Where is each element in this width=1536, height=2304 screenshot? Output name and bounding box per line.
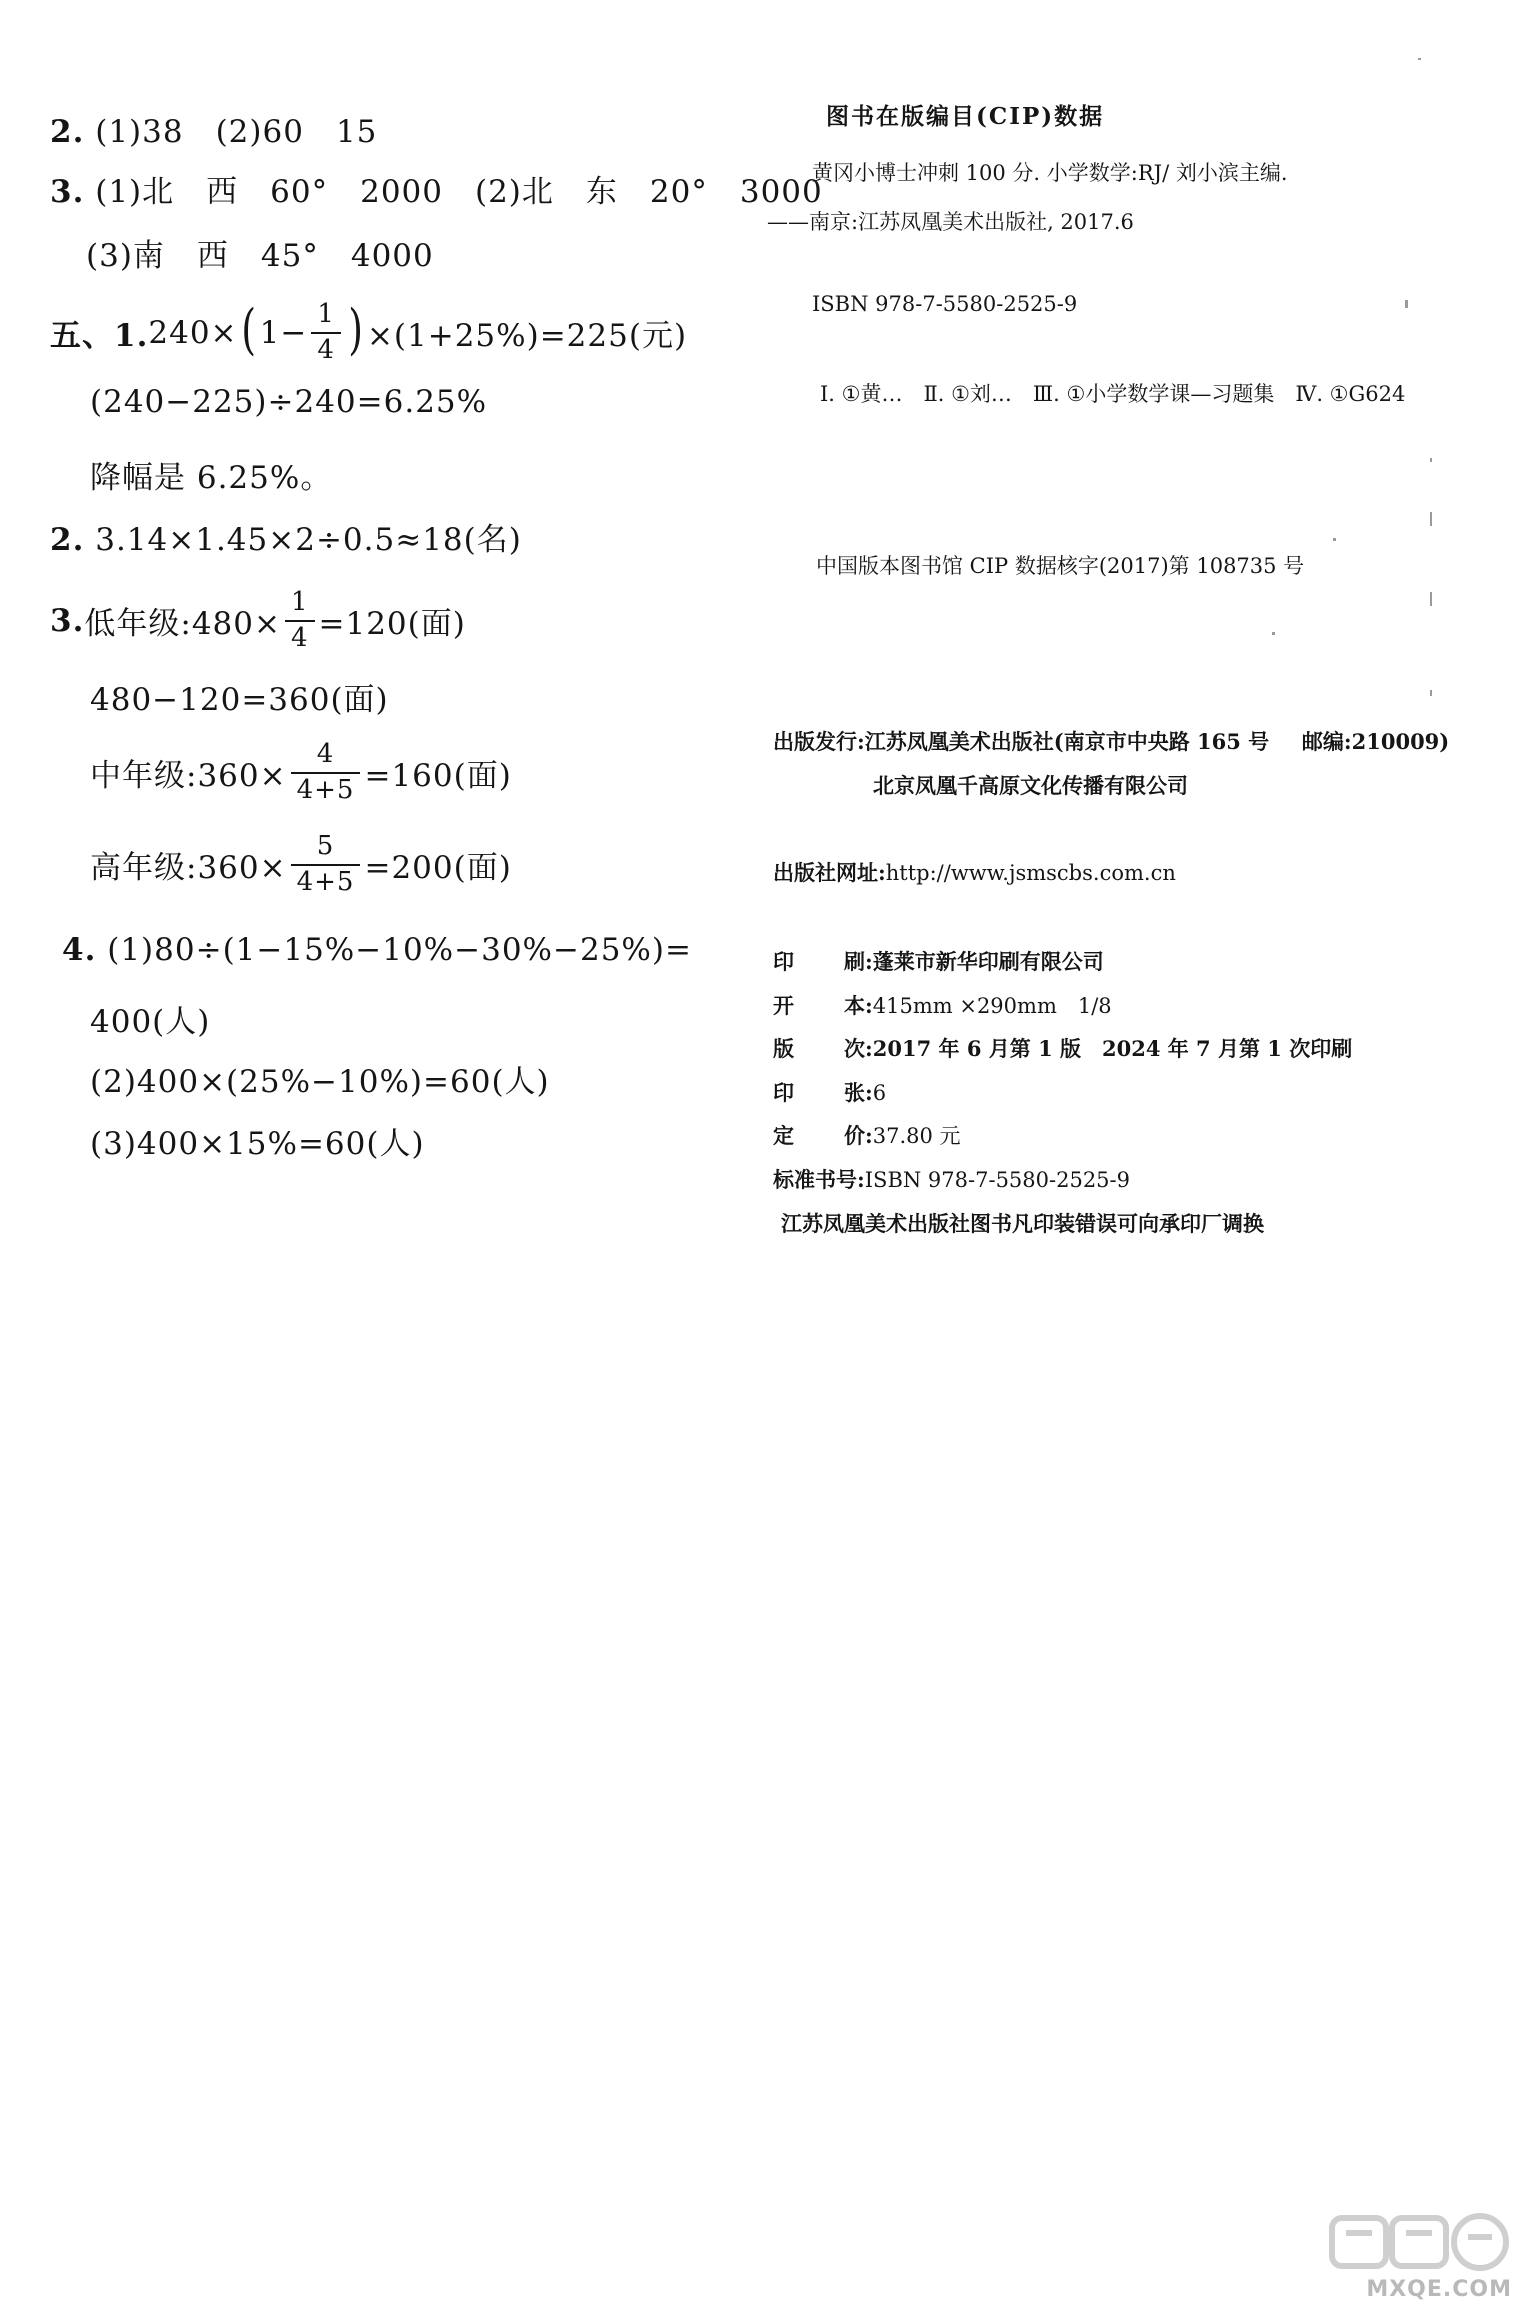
answer-q3-line2: (3)南 西 45° 4000 (86, 238, 434, 274)
expr-part-a: 高年级:360× (90, 850, 287, 887)
imprint-publisher (773, 726, 1449, 756)
answer-s5-q4-line2: 400(人) (90, 1004, 211, 1040)
colon: : (865, 1080, 873, 1105)
scan-speck (1333, 538, 1336, 541)
answer-s5-q1-line2: (240−225)÷240=6.25% (90, 384, 488, 420)
fraction-denominator: 4 (285, 620, 315, 654)
expr-part-a: 中年级:360× (90, 758, 287, 795)
fraction (311, 300, 341, 366)
answer-s5-q3-line3 (90, 740, 512, 806)
answer-q2 (50, 106, 377, 151)
imprint-row-value: 6 (872, 1081, 887, 1105)
fraction (291, 740, 361, 806)
fraction-numerator: 5 (316, 831, 335, 861)
colon: : (865, 1036, 873, 1061)
std-value: ISBN 978-7-5580-2525-9 (864, 1168, 1131, 1192)
postcode-label: 邮编: (1301, 729, 1352, 754)
website-value: http://www.jsmscbs.com.cn (885, 861, 1176, 885)
answer-s5-q3-line1 (50, 588, 466, 654)
answer-text: (1)北 西 60° 2000 (2)北 东 20° 3000 (95, 174, 823, 210)
publisher-value: 江苏凤凰美术出版社(南京市中央路 165 号 (864, 729, 1270, 754)
imprint-row (773, 990, 1112, 1020)
imprint-row (773, 1077, 886, 1107)
std-label: 标准书号: (773, 1167, 865, 1192)
cip-isbn: ISBN 978-7-5580-2525-9 (812, 292, 1078, 316)
imprint-website (773, 857, 1176, 887)
website-label: 出版社网址: (773, 860, 886, 885)
fraction-denominator: 4 (311, 332, 341, 366)
question-number: 4. (62, 932, 97, 968)
fraction-numerator: 1 (317, 299, 335, 329)
fraction (291, 832, 361, 898)
question-number: 2. (50, 114, 85, 150)
answer-s5-q2 (50, 514, 522, 559)
imprint-row-value: 2017 年 6 月第 1 版 2024 年 7 月第 1 次印刷 (872, 1036, 1353, 1061)
colon: : (865, 1123, 873, 1148)
imprint-standard-number (773, 1164, 1130, 1194)
watermark-text: MXQE.COM (1366, 2277, 1512, 2302)
imprint-row-label: 版次 (773, 1036, 865, 1061)
answer-s5-q3-line4 (90, 832, 512, 898)
cip-line1: 黄冈小博士冲刺 100 分. 小学数学:RJ/ 刘小滨主编. (812, 161, 1288, 185)
imprint-row-label: 开本 (773, 993, 865, 1018)
scan-speck (1405, 300, 1408, 308)
scan-speck (1430, 512, 1432, 526)
fraction (285, 588, 315, 654)
scan-speck (1430, 592, 1432, 606)
question-number: 3. (50, 602, 85, 639)
fraction-numerator: 4 (316, 739, 335, 769)
expr-part-a: 低年级:480× (84, 606, 281, 643)
expr-part-a: 240× (148, 314, 238, 351)
expr-part-b: =160(面) (364, 758, 512, 795)
imprint-row-label: 印刷 (773, 949, 865, 974)
expr-part-c: ×(1+25%)=225(元) (366, 318, 688, 355)
question-number: 2. (50, 522, 85, 558)
answer-text: 3.14×1.45×2÷0.5≈18(名) (95, 522, 522, 558)
imprint-row (773, 946, 1104, 976)
imprint-row-value: 415mm ×290mm 1/8 (872, 994, 1112, 1018)
answer-s5-q4-line3: (2)400×(25%−10%)=60(人) (90, 1064, 550, 1100)
answer-text: (1)38 (2)60 15 (95, 114, 378, 150)
colon: : (865, 949, 873, 974)
cip-classification: Ⅰ. ①黄… Ⅱ. ①刘… Ⅲ. ①小学数学课—习题集 Ⅳ. ①G624 (820, 382, 1406, 406)
section-question-number: 五、1. (50, 318, 149, 355)
imprint-row-value: 蓬莱市新华印刷有限公司 (872, 949, 1104, 974)
imprint-row (773, 1120, 961, 1150)
imprint-row-label: 印张 (773, 1080, 865, 1105)
left-parenthesis: ( (240, 297, 257, 361)
imprint-row-label: 定价 (773, 1123, 865, 1148)
imprint-distributor: 北京凤凰千高原文化传播有限公司 (873, 773, 1188, 798)
answer-s5-q3-line2: 480−120=360(面) (90, 682, 389, 718)
publisher-label: 出版发行: (773, 729, 865, 754)
cip-title: 图书在版编目(CIP)数据 (826, 103, 1105, 130)
answer-s5-q4-line1 (62, 932, 692, 968)
fraction-numerator: 1 (290, 587, 309, 617)
scan-speck (1418, 58, 1421, 60)
answer-text: (1)80÷(1−15%−10%−30%−25%)= (107, 932, 692, 968)
answer-s5-q1-line1 (50, 297, 688, 366)
right-parenthesis: ) (348, 297, 364, 361)
answer-s5-q4-line4: (3)400×15%=60(人) (90, 1126, 425, 1162)
expr-part-b: =200(面) (364, 850, 512, 887)
fraction-denominator: 4+5 (291, 864, 361, 898)
cip-line2: ——南京:江苏凤凰美术出版社, 2017.6 (767, 210, 1134, 234)
imprint-notice: 江苏凤凰美术出版社图书凡印装错误可向承印厂调换 (781, 1211, 1264, 1236)
imprint-row-value: 37.80 元 (872, 1124, 961, 1148)
expr-part-b: =120(面) (318, 606, 466, 643)
scan-speck (1272, 632, 1275, 635)
question-number: 3. (50, 174, 85, 210)
answer-q3-line1 (50, 166, 823, 211)
postcode-value: 210009) (1351, 729, 1450, 754)
imprint-row (773, 1033, 1352, 1063)
scan-speck (1430, 458, 1432, 462)
scan-speck (1430, 690, 1432, 696)
answer-s5-q1-line3: 降幅是 6.25%。 (90, 460, 333, 496)
cip-core-number: 中国版本图书馆 CIP 数据核字(2017)第 108735 号 (816, 554, 1305, 578)
fraction-denominator: 4+5 (291, 772, 361, 806)
expr-part-b: 1− (259, 314, 308, 351)
colon: : (865, 993, 873, 1018)
